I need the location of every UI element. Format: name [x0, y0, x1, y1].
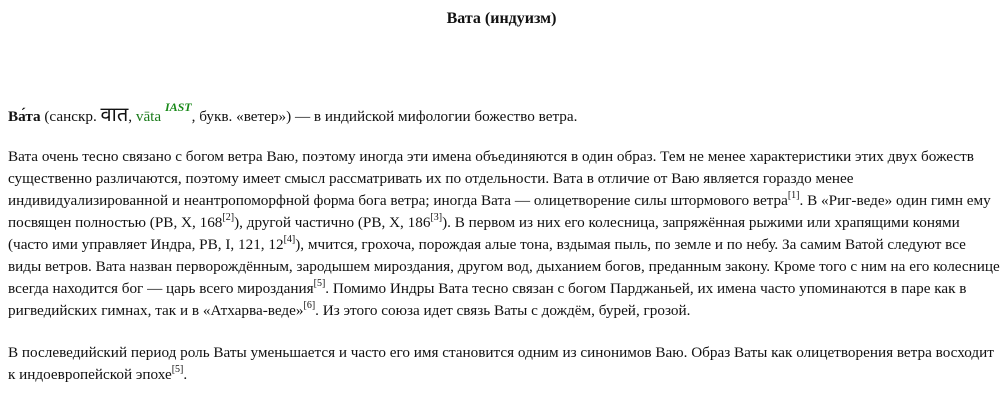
text-segment: Вата очень тесно связано с богом ветра Ваю, поэтому иногда эти имена объединяются в один образ. Тем не менее характеристики этих двух божеств существенно различаются, поэтому имеет смысл рассматривать их по отдельности. Вата в отличие от Ваю является гораздо менее индивидуализированной и неантропоморфной форма бога ветра; иногда Вата — олицетворение силы штормового ветра	[8, 148, 974, 209]
text-segment: . Помимо Индры Вата тесно связан с богом Парджаньей, их имена часто упоминаются в паре как в ригведийских гимнах, так и в «Атхарва-веде»	[8, 280, 967, 319]
footnote-ref-link[interactable]: [5]	[313, 278, 326, 289]
footnote-ref-link[interactable]: [5]	[171, 364, 184, 375]
paragraph-later-period	[8, 342, 1000, 386]
paragraph-description	[8, 146, 1000, 322]
devanagari-word: वात	[100, 104, 129, 126]
text-segment: . В «Риг-веде» один гимн ему посвящен полностью (РВ, X, 168	[8, 192, 991, 231]
text-segment: .	[183, 366, 188, 383]
footnote-ref-link[interactable]: [4]	[283, 234, 296, 245]
intro-text: ,	[128, 108, 136, 125]
iast-word: vāta	[135, 108, 162, 125]
intro-text: (санскр.	[40, 108, 101, 125]
page-title: Вата (индуизм)	[446, 10, 557, 27]
text-segment: ), другой частично (РВ, X, 186	[234, 214, 431, 231]
footnote-ref-link[interactable]: [6]	[303, 300, 316, 311]
footnote-ref-link[interactable]: [3]	[430, 212, 443, 223]
text-segment: В послеведийский период роль Ваты уменьшается и часто его имя становится одним из синонимов Ваю. Образ Ваты как олицетворения ветра восходит к индоевропейской эпохе	[8, 344, 994, 383]
intro-text: , букв. «ветер») — в индийской мифологии божество ветра.	[191, 108, 578, 125]
iast-link[interactable]: IAST	[164, 100, 192, 114]
footnote-ref-link[interactable]: [1]	[787, 190, 800, 201]
text-segment: ), мчится, грохоча, порождая алые тона, вздымая пыль, по земле и по небу. За самим Ватой следуют все виды ветров. Вата назван перворождённым, зародышем мироздания, другом вод, дыханием богов, преданным закону. Кроме того с ним на его колеснице всегда находится бог — царь всего мироздания	[8, 236, 1000, 297]
text-segment: ). В первом из них его колесница, запряжённая рыжими или храпящими конями (часто ими управляет Индра, РВ, I, 121, 12	[8, 214, 960, 253]
term: Ва́та	[8, 108, 41, 125]
footnote-ref-link[interactable]: [2]	[222, 212, 235, 223]
text-segment: . Из этого союза идет связь Ваты с дождём, бурей, грозой.	[315, 302, 691, 319]
intro-paragraph	[8, 100, 1000, 128]
